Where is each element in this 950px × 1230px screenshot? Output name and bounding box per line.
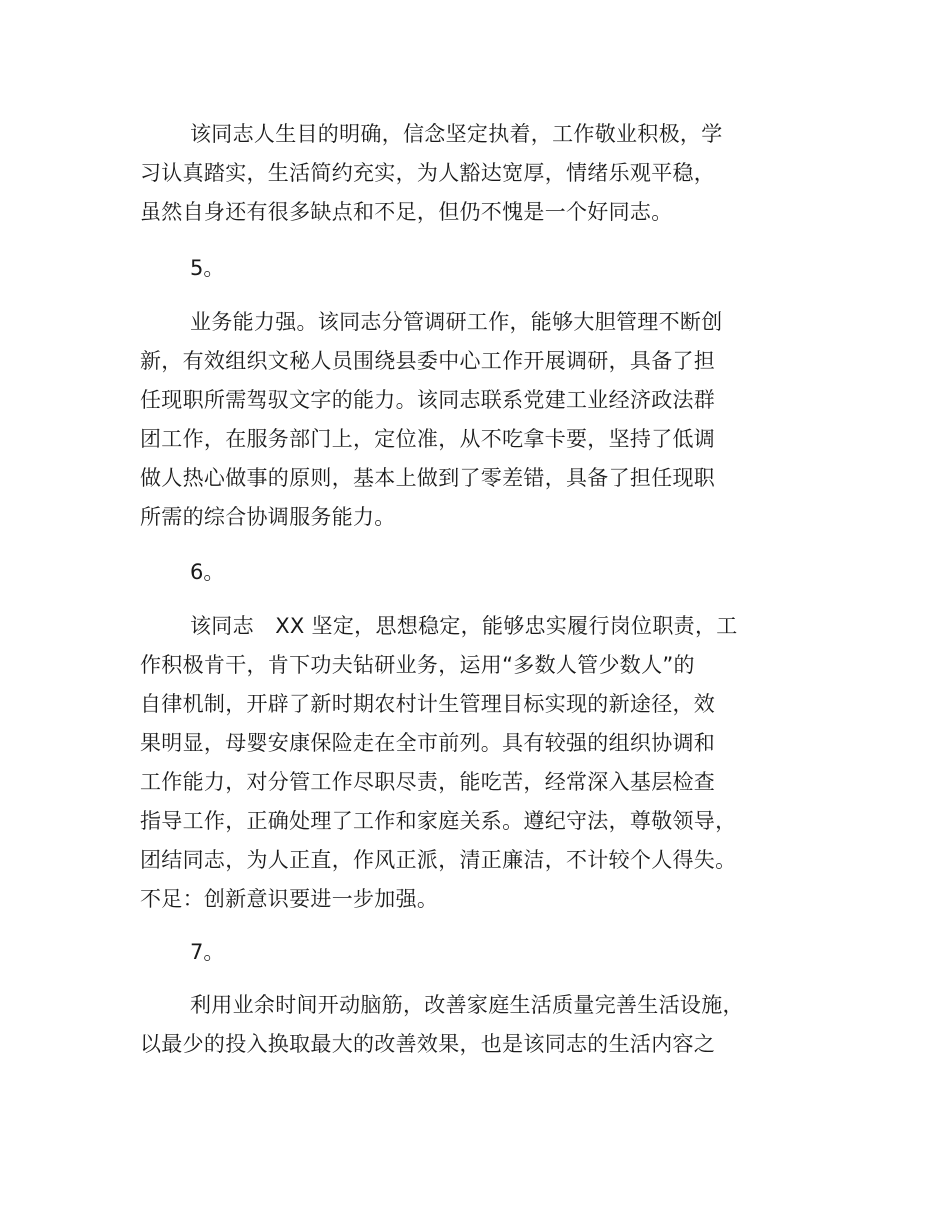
text-line: 任现职所需驾驭文字的能力。该同志联系党建工业经济政法群 bbox=[140, 388, 716, 412]
item-number-7 bbox=[140, 933, 780, 972]
paragraph-1 bbox=[140, 115, 780, 232]
text-line: 业务能力强。该同志分管调研工作，能够大胆管理不断创 bbox=[190, 310, 723, 334]
text-line: 自律机制，开辟了新时期农村计生管理目标实现的新途径，效 bbox=[140, 692, 716, 716]
text-line: 不足：创新意识要进一步加强。 bbox=[140, 887, 439, 911]
item-number: 7。 bbox=[190, 940, 225, 964]
item-number: 6。 bbox=[190, 560, 225, 584]
text-line: 该同志 XX 坚定，思想稳定，能够忠实履行岗位职责，工 bbox=[190, 614, 738, 638]
text-line: 团工作，在服务部门上，定位准，从不吃拿卡要，坚持了低调 bbox=[140, 427, 716, 451]
text-line: 果明显，母婴安康保险走在全市前列。具有较强的组织协调和 bbox=[140, 731, 716, 755]
paragraph-3 bbox=[140, 607, 780, 919]
text-line: 以最少的投入换取最大的改善效果，也是该同志的生活内容之 bbox=[140, 1032, 716, 1056]
item-number-6 bbox=[140, 553, 780, 592]
item-number-5 bbox=[140, 249, 780, 288]
text-line: 指导工作，正确处理了工作和家庭关系。遵纪守法，尊敬领导， bbox=[140, 809, 737, 833]
text-line: 利用业余时间开动脑筋，改善家庭生活质量完善生活设施， bbox=[190, 993, 744, 1017]
paragraph-2 bbox=[140, 303, 780, 537]
text-line: 工作能力，对分管工作尽职尽责，能吃苦，经常深入基层检查 bbox=[140, 770, 716, 794]
paragraph-4 bbox=[140, 986, 780, 1064]
text-line: 虽然自身还有很多缺点和不足，但仍不愧是一个好同志。 bbox=[140, 200, 673, 224]
text-line: 新，有效组织文秘人员围绕县委中心工作开展调研，具备了担 bbox=[140, 349, 716, 373]
text-line: 该同志人生目的明确，信念坚定执着，工作敬业积极，学 bbox=[190, 122, 723, 146]
text-line: 作积极肯干，肯下功夫钻研业务，运用“多数人管少数人”的 bbox=[140, 653, 695, 677]
text-line: 团结同志，为人正直，作风正派，清正廉洁，不计较个人得失。 bbox=[140, 848, 737, 872]
text-line: 做人热心做事的原则，基本上做到了零差错，具备了担任现职 bbox=[140, 466, 716, 490]
item-number: 5。 bbox=[190, 256, 225, 280]
text-line: 习认真踏实，生活简约充实，为人豁达宽厚，情绪乐观平稳， bbox=[140, 161, 716, 185]
text-line: 所需的综合协调服务能力。 bbox=[140, 505, 396, 529]
